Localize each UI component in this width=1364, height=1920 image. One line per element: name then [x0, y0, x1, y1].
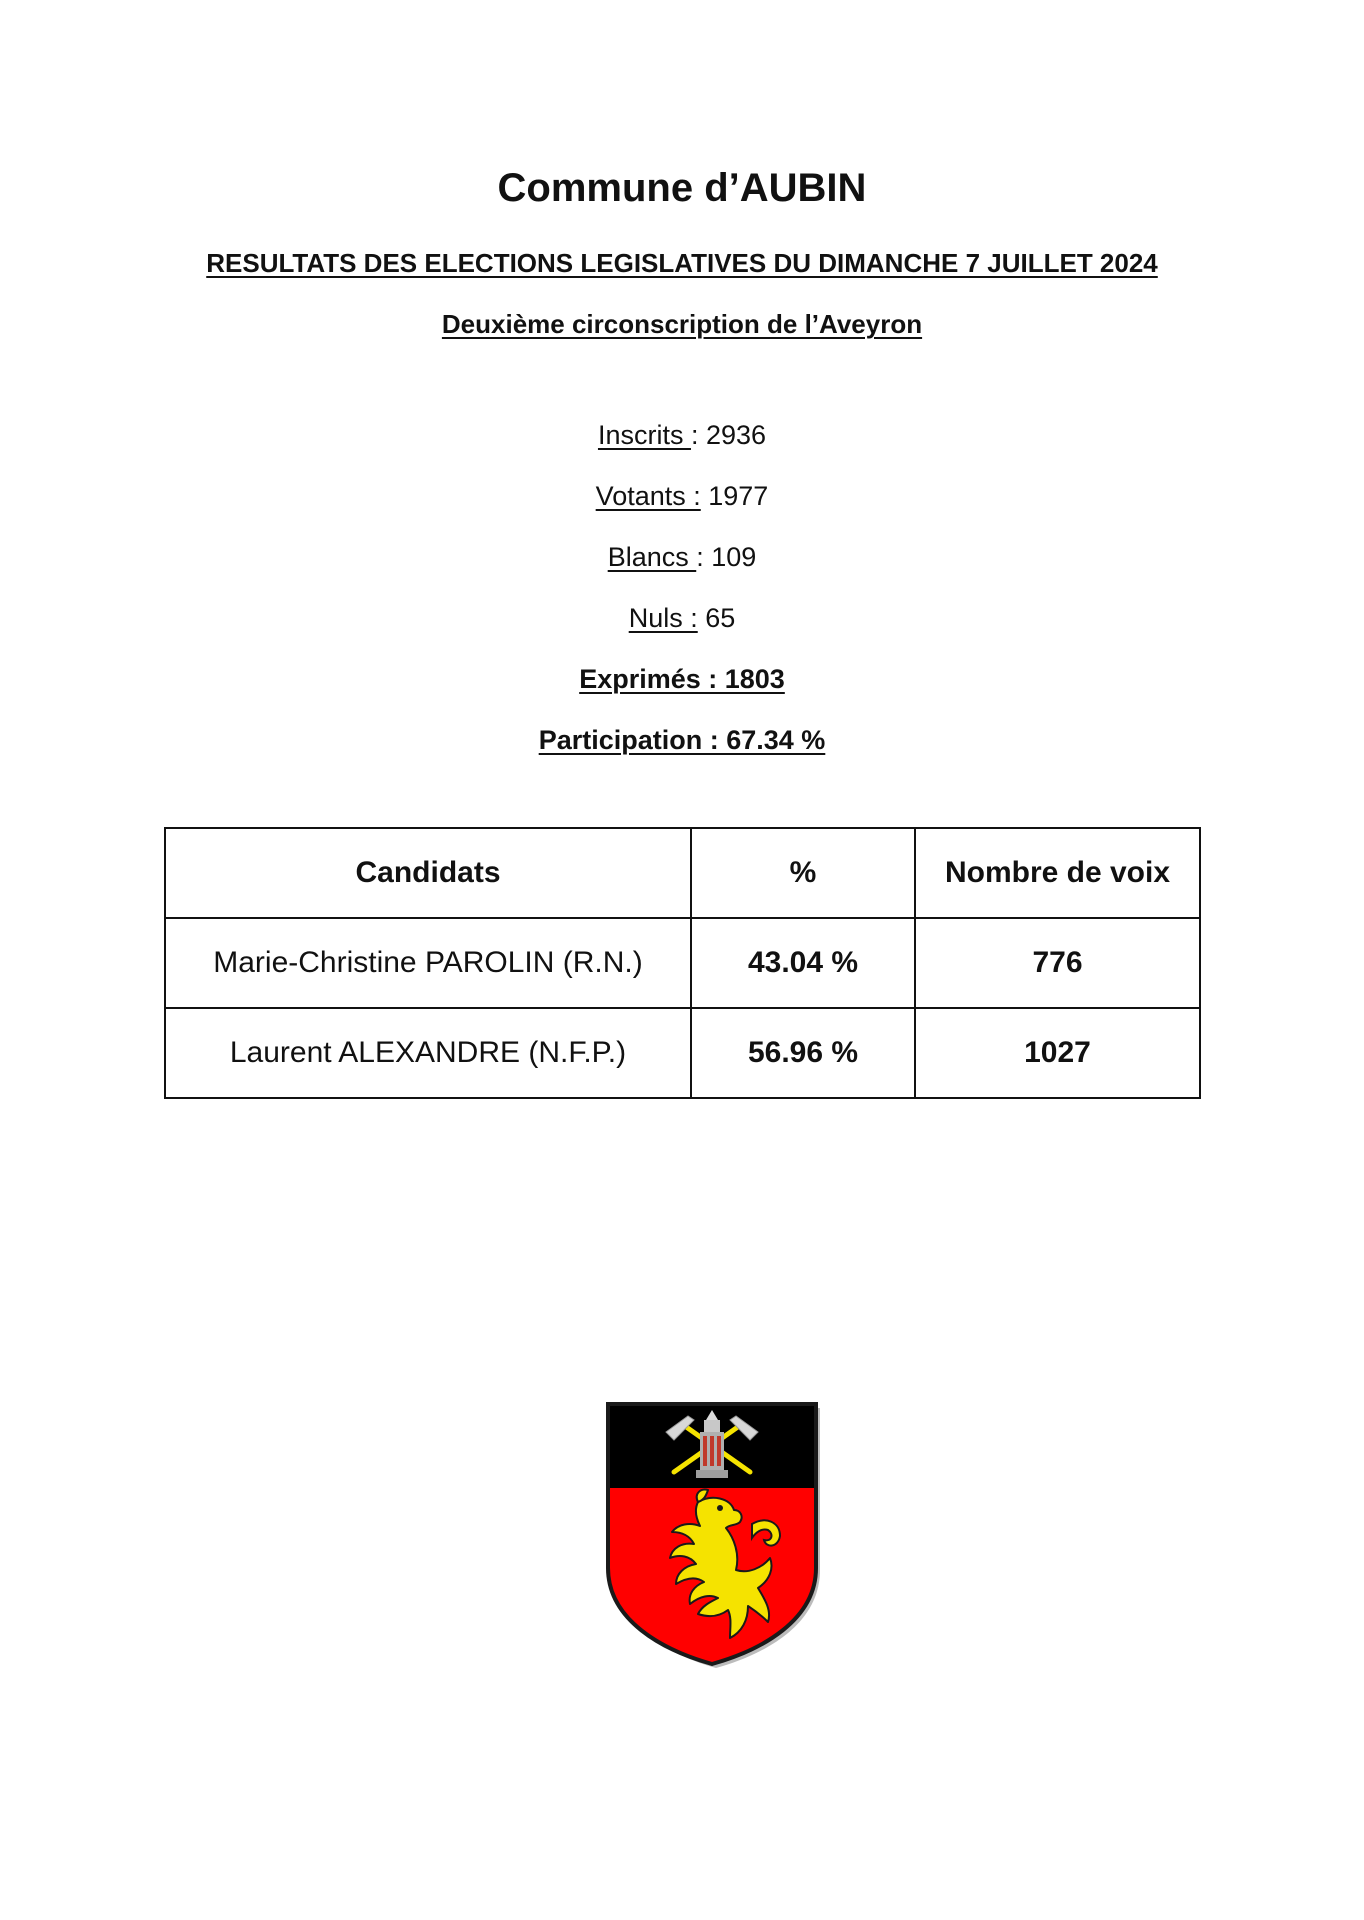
candidate-percentage: 56.96 %: [691, 1008, 915, 1098]
table-row: [165, 1008, 1200, 1098]
circonscription-heading: [0, 309, 1364, 340]
inscrits-label: Inscrits: [597, 420, 691, 450]
column-header-candidats: Candidats: [165, 828, 691, 918]
exprimes-text: Exprimés : 1803: [579, 664, 785, 694]
stat-votants: [0, 481, 1364, 512]
document-subtitle: [0, 248, 1364, 279]
column-header-pourcentage: %: [691, 828, 915, 918]
participation-text: Participation : 67.34 %: [538, 725, 826, 755]
candidate-percentage: 43.04 %: [691, 918, 915, 1008]
votants-value: 1977: [700, 481, 769, 511]
table-header-row: [165, 828, 1200, 918]
inscrits-value: : 2936: [690, 420, 767, 450]
circonscription-text: Deuxième circonscription de l’Aveyron: [441, 309, 923, 339]
blancs-value: : 109: [696, 542, 757, 572]
stat-exprimes: [0, 664, 1364, 695]
page-title: Commune d’AUBIN: [497, 166, 867, 210]
stat-participation: [0, 725, 1364, 756]
candidate-votes: 776: [915, 918, 1200, 1008]
nuls-value: 65: [697, 603, 736, 633]
column-header-voix: Nombre de voix: [915, 828, 1200, 918]
nuls-label: Nuls :: [628, 603, 698, 633]
votants-label: Votants :: [595, 481, 701, 511]
stat-inscrits: [0, 420, 1364, 451]
coat-of-arms-icon: [602, 1398, 822, 1670]
table-row: [165, 918, 1200, 1008]
blancs-label: Blancs: [607, 542, 697, 572]
results-table: [164, 827, 1201, 1099]
stat-nuls: [0, 603, 1364, 634]
stat-blancs: [0, 542, 1364, 573]
candidate-votes: 1027: [915, 1008, 1200, 1098]
candidate-name: Marie-Christine PAROLIN (R.N.): [165, 918, 691, 1008]
subtitle-text: RESULTATS DES ELECTIONS LEGISLATIVES DU DIMANCHE 7 JUILLET 2024: [206, 248, 1158, 278]
candidate-name: Laurent ALEXANDRE (N.F.P.): [165, 1008, 691, 1098]
